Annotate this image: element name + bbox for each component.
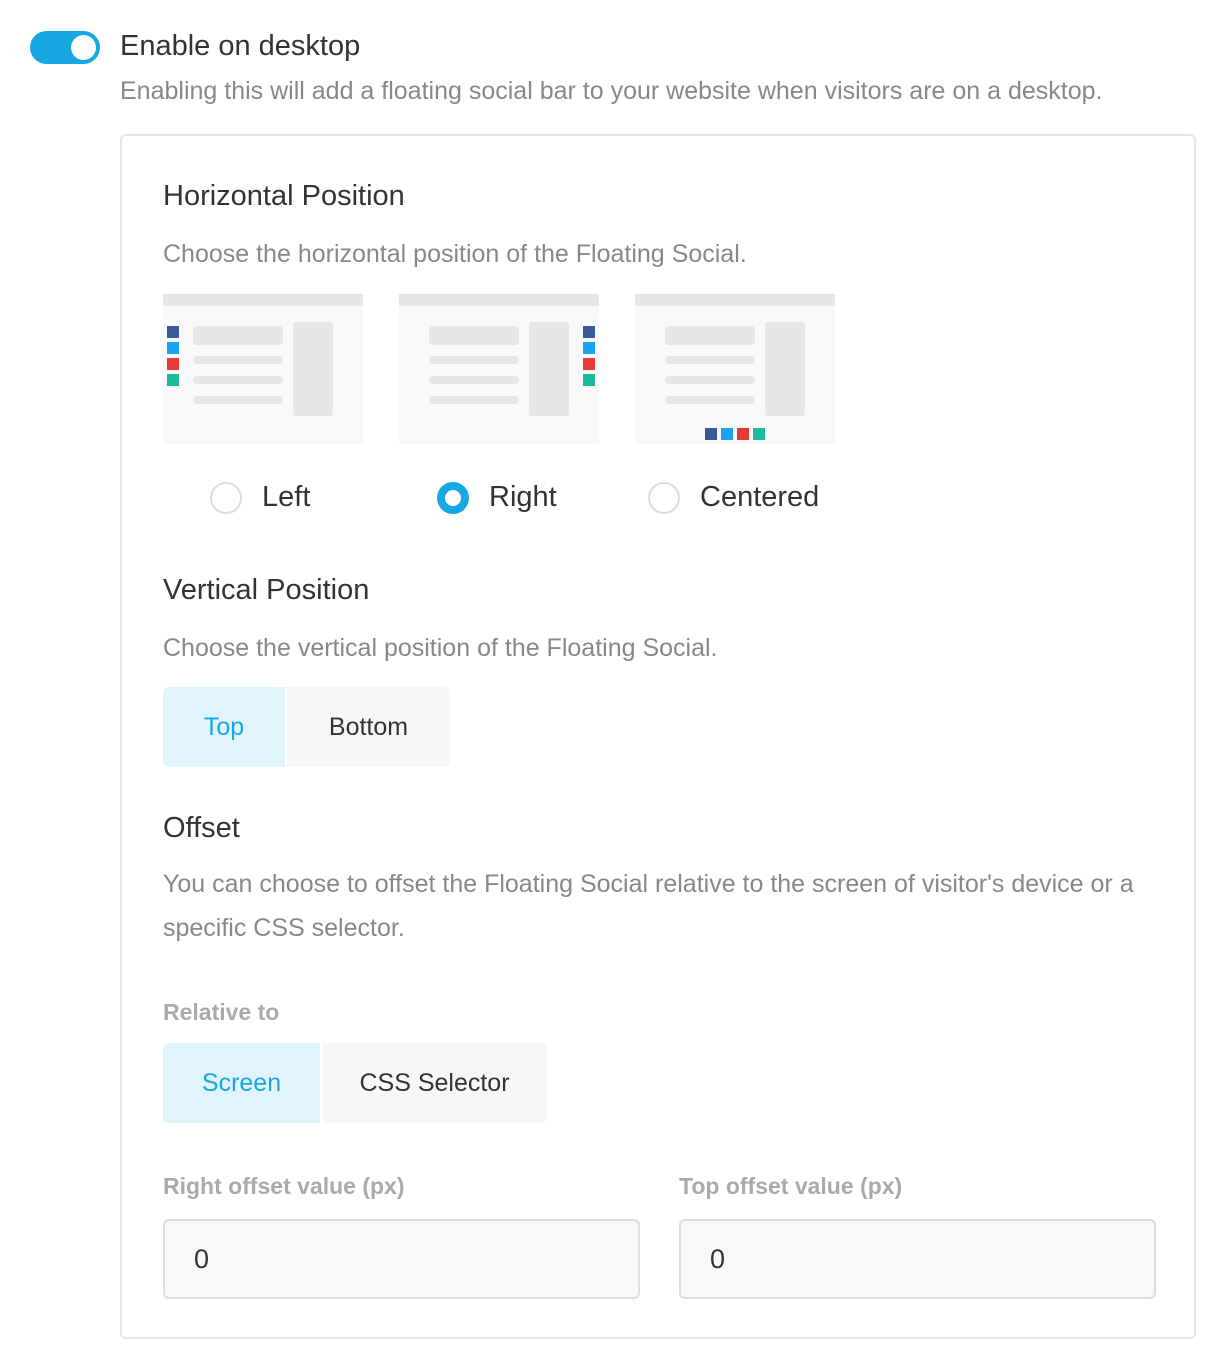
radio-centered-label: Centered	[700, 481, 820, 513]
vertical-position-title: Vertical Position	[163, 574, 370, 606]
radio-left[interactable]	[210, 481, 310, 514]
enable-desktop-label: Enable on desktop	[120, 30, 361, 62]
vertical-position-segmented	[163, 687, 450, 767]
relative-to-label: Relative to	[163, 999, 280, 1025]
radio-right-label: Right	[489, 481, 557, 513]
top-offset-label: Top offset value (px)	[679, 1173, 903, 1199]
toggle-knob	[71, 35, 96, 60]
vertical-top-option[interactable]: Top	[163, 687, 285, 767]
desktop-settings-panel	[120, 134, 1196, 1339]
relative-css-selector-option[interactable]: CSS Selector	[322, 1043, 547, 1123]
radio-left-label: Left	[262, 481, 311, 513]
right-offset-input[interactable]	[163, 1219, 640, 1299]
radio-centered-circle	[648, 482, 680, 514]
relative-screen-option[interactable]: Screen	[163, 1043, 320, 1123]
offset-description: You can choose to offset the Floating Social relative to the screen of visitor's device or a specific CSS selector.	[163, 870, 1134, 942]
vertical-bottom-option[interactable]: Bottom	[287, 687, 450, 767]
layout-right-preview-icon[interactable]	[399, 294, 599, 444]
horizontal-position-title: Horizontal Position	[163, 180, 405, 212]
layout-left-preview-icon[interactable]	[163, 294, 363, 444]
enable-desktop-description: Enabling this will add a floating social bar to your website when visitors are on a desktop.	[120, 77, 1103, 105]
offset-title: Offset	[163, 812, 240, 844]
radio-right[interactable]	[437, 481, 557, 514]
top-offset-input[interactable]	[679, 1219, 1156, 1299]
radio-left-circle	[210, 482, 242, 514]
vertical-position-description: Choose the vertical position of the Floating Social.	[163, 634, 718, 662]
radio-right-circle	[437, 482, 469, 514]
relative-to-segmented	[163, 1043, 547, 1123]
enable-desktop-toggle[interactable]	[30, 31, 100, 64]
right-offset-label: Right offset value (px)	[163, 1173, 405, 1199]
layout-centered-preview-icon[interactable]	[635, 294, 835, 444]
horizontal-position-description: Choose the horizontal position of the Floating Social.	[163, 240, 747, 268]
radio-centered[interactable]	[648, 481, 819, 514]
